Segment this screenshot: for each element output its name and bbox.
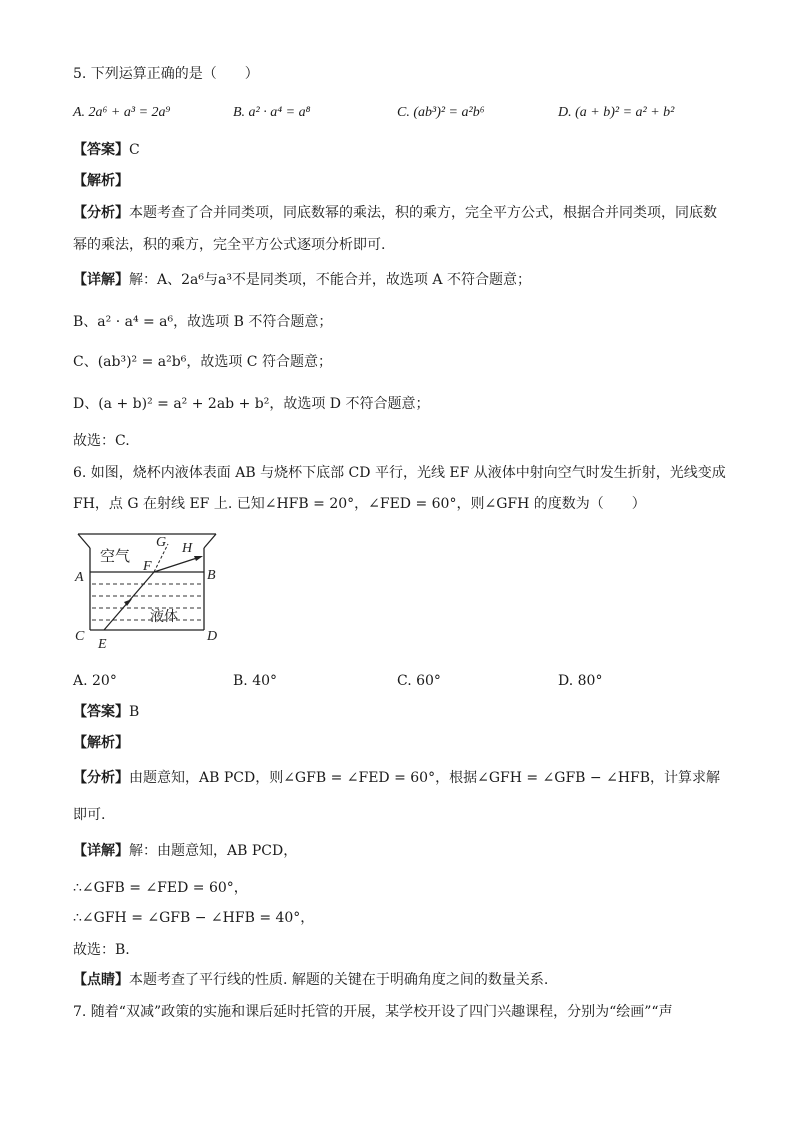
q6-fenxi-line-2: 即可. — [73, 807, 106, 823]
q6-step-2: ∴∠GFH = ∠GFB − ∠HFB = 40°， — [73, 910, 315, 926]
q6-answer: B — [129, 704, 140, 720]
q6-detail-line-1 — [73, 841, 297, 861]
q6-option-d: D. 80° — [558, 673, 603, 689]
ray-fh-arrow — [194, 556, 203, 561]
q5-analysis-tag — [73, 171, 129, 191]
q5-answer-tag: 【答案】 — [73, 142, 129, 158]
q5-detail-line-3: C、(ab³)² = a²b⁶，故选项 C 符合题意； — [73, 354, 332, 370]
q5-analysis-label: 【解析】 — [73, 173, 129, 189]
label-c: C — [75, 629, 85, 644]
label-a: A — [75, 570, 84, 585]
q6-detail-tag: 【详解】 — [73, 843, 129, 859]
q5-detail-tag: 【详解】 — [73, 272, 129, 288]
q6-option-b: B. 40° — [233, 673, 278, 689]
q5-detail-line-2: B、a² · a⁴ = a⁶，故选项 B 不符合题意； — [73, 314, 333, 330]
q5-detail-line-1 — [73, 270, 531, 290]
q6-option-c: C. 60° — [397, 673, 441, 689]
q5-stem: 5. 下列运算正确的是（ ） — [73, 66, 259, 82]
q6-detail-text-1: 解：由题意知，AB PCD， — [129, 843, 298, 859]
q6-option-a: A. 20° — [73, 673, 117, 689]
q6-analysis-tag — [73, 733, 129, 753]
label-g: G — [156, 535, 167, 550]
beaker-left-lip — [78, 534, 90, 548]
q5-fenxi-tag: 【分析】 — [73, 205, 129, 221]
q6-comment-text: 本题考查了平行线的性质. 解题的关键在于明确角度之间的数量关系. — [129, 972, 549, 988]
q5-detail-line-4: D、(a + b)² = a² + 2ab + b²，故选项 D 不符合题意； — [73, 396, 430, 412]
q7-stem-line-1: 7. 随着“双减”政策的实施和课后延时托管的开展，某学校开设了四门兴趣课程，分别为“绘画”“声 — [73, 1004, 673, 1020]
beaker-figure — [70, 530, 230, 655]
q6-stem-line-2: FH，点 G 在射线 EF 上. 已知∠HFB = 20°，∠FED = 60°，则∠GFH 的度数为（ ） — [73, 496, 646, 512]
q6-step-1: ∴∠GFB = ∠FED = 60°， — [73, 880, 248, 896]
label-f: F — [143, 559, 152, 574]
q5-fenxi-text-1: 本题考查了合并同类项，同底数幂的乘法，积的乘方，完全平方公式，根据合并同类项，同底数 — [129, 205, 717, 221]
label-air: 空气 — [100, 547, 131, 565]
q5-answer: C — [129, 142, 140, 158]
label-b: B — [207, 568, 216, 583]
q5-answer-line — [73, 140, 140, 160]
q5-fenxi-line-1 — [73, 203, 717, 223]
q6-answer-tag: 【答案】 — [73, 704, 129, 720]
ray-fh — [154, 557, 200, 572]
label-d: D — [207, 629, 218, 644]
q6-fenxi-text-1: 由题意知，AB PCD，则∠GFB = ∠FED = 60°，根据∠GFH = ∠GFB − ∠HFB，计算求解 — [129, 770, 721, 786]
q6-choose: 故选：B. — [73, 942, 130, 958]
q5-option-d: D. (a + b)² = a² + b² — [558, 105, 675, 120]
beaker-right-lip — [204, 534, 216, 548]
q5-option-b: B. a² · a⁴ = a⁸ — [233, 105, 311, 120]
q5-fenxi-line-2: 幂的乘法，积的乘方，完全平方公式逐项分析即可. — [73, 237, 386, 253]
label-h: H — [182, 541, 193, 556]
q5-detail-text-1: 解：A、2a⁶与a³不是同类项，不能合并，故选项 A 不符合题意； — [129, 272, 531, 288]
q5-option-a: A. 2a⁶ + a³ = 2a⁹ — [73, 105, 171, 120]
q5-option-c: C. (ab³)² = a²b⁶ — [397, 105, 485, 120]
label-e: E — [98, 637, 107, 652]
q6-answer-line — [73, 702, 139, 722]
q5-choose: 故选：C. — [73, 433, 130, 449]
label-liquid: 液体 — [150, 609, 178, 625]
q6-fenxi-line-1 — [73, 768, 720, 788]
q6-comment-line — [73, 970, 548, 990]
q6-stem-line-1: 6. 如图，烧杯内液体表面 AB 与烧杯下底部 CD 平行，光线 EF 从液体中射向空气时发生折射，光线变成 — [73, 465, 726, 481]
q6-analysis-label: 【解析】 — [73, 735, 129, 751]
q6-fenxi-tag: 【分析】 — [73, 770, 129, 786]
q6-comment-tag: 【点睛】 — [73, 972, 129, 988]
